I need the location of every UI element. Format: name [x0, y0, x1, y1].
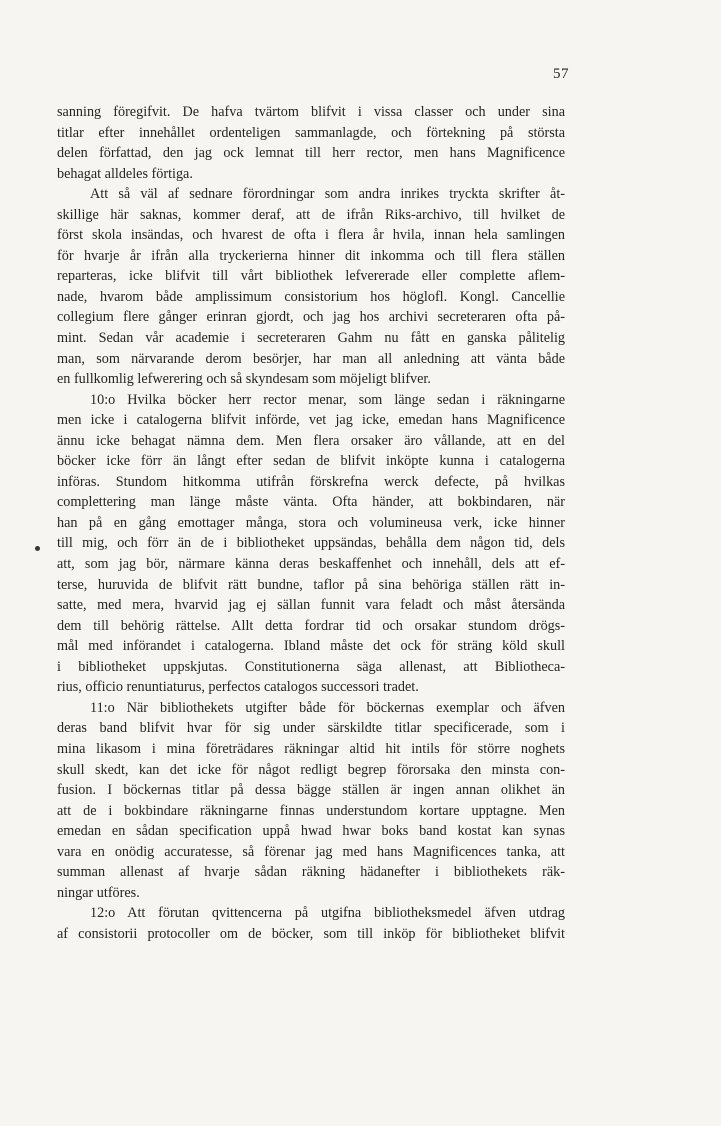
- text-line: delen författad, den jag ock lemnat till herr rector, men hans Magnificence: [57, 145, 565, 162]
- text-line: mint. Sedan vår academie i secreteraren Gahm nu fått en ganska pålitelig: [57, 330, 565, 347]
- text-line: mål med införandet i catalogerna. Ibland måste det ock för sträng köld skull: [57, 638, 565, 655]
- text-line: titlar efter innehållet ordenteligen sammanlagde, och förtekning på största: [57, 124, 565, 141]
- text-line: emedan en sådan specification uppå hwad hwar boks band kostat kan synas: [57, 823, 565, 840]
- text-line: ännu icke behagat nämna dem. Men flera orsaker äro vållande, att en del: [57, 432, 565, 449]
- text-line: 11:o När bibliothekets utgifter både för böckernas exemplar och äfven: [90, 699, 565, 716]
- text-line: complettering man länge måste vänta. Ofta händer, att bokbindaren, när: [57, 494, 565, 511]
- text-line: ningar utföres.: [57, 884, 140, 901]
- text-line: dem till behörig rättelse. Allt detta fordrar tid och orsakar stundom drögs-: [57, 617, 565, 634]
- body-text: [57, 102, 565, 944]
- text-line: 10:o Hvilka böcker herr rector menar, som länge sedan i räkningarne: [90, 391, 565, 408]
- text-line: man, som närvarande derom besörjer, har man all anledning att vänta både: [57, 350, 565, 367]
- text-line: collegium flere gånger erinran gjordt, och jag hos archivi secreteraren ofta på-: [57, 309, 565, 326]
- text-line: att de i bokbindare räkningarne finnas understundom kortare upptagne. Men: [57, 802, 565, 819]
- text-line: Att så väl af sednare förordningar som andra inrikes tryckta skrifter åt-: [90, 186, 565, 203]
- text-line: skillige här saknas, kommer deraf, att de ifrån Riks-archivo, till hvilket de: [57, 206, 565, 223]
- text-line: vara en onödig accuratesse, så förenar jag med hans Magnificences tanka, att: [57, 843, 565, 860]
- page-number: 57: [553, 66, 569, 82]
- text-line: skull skedt, kan det icke för något redligt begrep förorsaka den minsta con-: [57, 761, 565, 778]
- text-line: rius, officio renuntiaturus, perfectos catalogos successori tradet.: [57, 679, 419, 696]
- text-line: summan allenast af hvarje sådan räkning hädanefter i bibliothekets räk-: [57, 864, 565, 881]
- text-line: af consistorii protocoller om de böcker, som till inköp för bibliotheket blifvit: [57, 925, 565, 942]
- text-line: införas. Stundom hitkomma utifrån förskrefna werck defecte, på hvilkas: [57, 473, 565, 490]
- text-line: behagat alldeles förtiga.: [57, 165, 193, 182]
- text-line: till mig, och förr än de i bibliotheket uppsändas, behålla dem någon tid, dels: [57, 535, 565, 552]
- text-line: för hvarje år ifrån alla tryckerierna hinner dit inkomma och till flera ställen: [57, 247, 565, 264]
- text-line: fusion. I böckernas titlar på dessa bägge ställen är ingen annan olikhet än: [57, 782, 565, 799]
- text-line: att, som jag bör, närmare känna deras beskaffenhet och innehåll, dels att ef-: [57, 556, 565, 573]
- text-line: satte, med mera, hvarvid jag ej sällan funnit vara feladt och måst återsända: [57, 597, 565, 614]
- text-line: böcker icke förr än långt efter sedan de blifvit inköpte kunna i catalogerna: [57, 453, 565, 470]
- text-line: deras band blifvit hvar för sig under särskildte titlar specificerade, som i: [57, 720, 565, 737]
- text-line: mina likasom i mina företrädares räkningar altid hit intils för större noghets: [57, 740, 565, 757]
- text-line: 12:o Att förutan qvittencerna på utgifna bibliotheksmedel äfven utdrag: [90, 905, 565, 922]
- text-line: men icke i catalogerna blifvit införde, vet jag icke, emedan hans Magnificence: [57, 412, 565, 429]
- text-line: först skola insändas, och hvarest de ofta i flera år hvila, innan hela samlingen: [57, 227, 565, 244]
- text-line: en fullkomlig lefwerering och så skyndesam som möjeligt blifver.: [57, 371, 431, 388]
- text-line: i bibliotheket uppskjutas. Constitutionerna säga allenast, att Bibliotheca-: [57, 658, 565, 675]
- margin-dot-mark: [35, 546, 40, 551]
- text-line: han på en gång emottager många, stora och voluminеusa verk, icke hinner: [57, 514, 565, 531]
- text-line: sanning föregifvit. De hafva tvärtom blifvit i vissa classer och under sina: [57, 104, 565, 120]
- text-line: terse, huruvida de blifvit rätt bundne, taflor på sina behöriga ställen rätt in-: [57, 576, 565, 593]
- text-line: nade, hvarom både amplissimum consistorium hos höglofl. Kongl. Cancellie: [57, 288, 565, 305]
- text-line: reparteras, icke blifvit till vårt bibliothek lefvererade eller complette aflem-: [57, 268, 565, 285]
